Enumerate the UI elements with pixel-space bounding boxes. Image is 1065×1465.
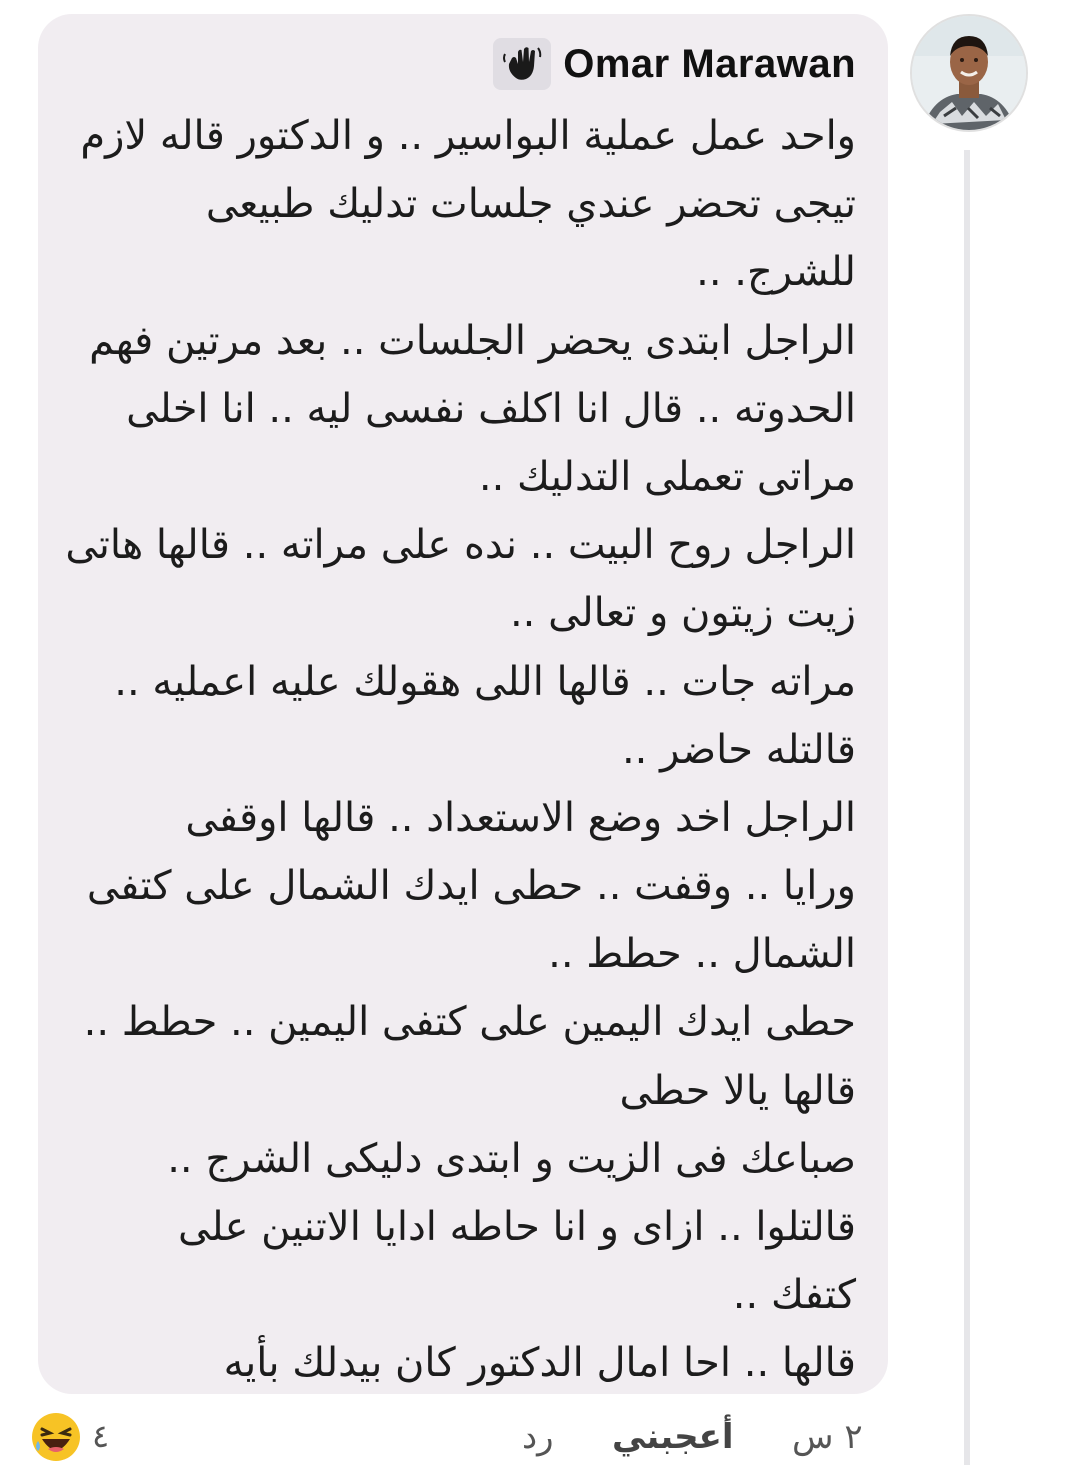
comment-line: قالتلوا .. ازاى و انا حاطه ادايا الاتنين على	[178, 1204, 856, 1250]
comment-header	[493, 34, 856, 94]
reply-thread-line	[964, 150, 970, 1465]
comment-line: الراجل اخد وضع الاستعداد .. قالها اوقفى	[185, 794, 856, 841]
comment-line: ورايا .. وقفت .. حطى ايدك الشمال على كتفى	[86, 863, 856, 910]
comment-line: كتفك ..	[732, 1272, 856, 1319]
comment-line: واحد عمل عملية البواسير .. و الدكتور قاله لازم	[80, 113, 856, 159]
comment-line: مراتى تعملى التدليك ..	[478, 453, 856, 500]
avatar-photo	[912, 16, 1026, 130]
reply-button[interactable]: رد	[522, 1417, 554, 1457]
comment-footer	[0, 1405, 1065, 1465]
comment-line: صباعك فى الزيت و ابتدى دليكى الشرج ..	[167, 1135, 856, 1182]
author-name[interactable]: Omar Marawan	[563, 41, 856, 86]
comment-line: قالها يالا حطى	[619, 1067, 856, 1114]
comment-line: تيجى تحضر عندي جلسات تدليك طبيعى	[205, 181, 856, 228]
comment-line: زيت زيتون و تعالى ..	[509, 590, 856, 637]
comment-line: الشمال .. حطط ..	[548, 931, 856, 978]
comment-line: قالتله حاضر ..	[621, 726, 856, 773]
comment-text	[56, 102, 856, 1398]
comment-bubble	[38, 14, 888, 1394]
comment-line: الحدوته .. قال انا اكلف نفسى ليه .. انا اخلى	[126, 385, 856, 432]
like-button[interactable]: أعجبني	[612, 1417, 734, 1457]
comment-line: الراجل ابتدى يحضر الجلسات .. بعد مرتين فهم	[89, 317, 856, 364]
comment-line: قالها .. احا امال الدكتور كان بيدلك بأيه	[223, 1340, 856, 1387]
laughing-emoji-icon[interactable]	[30, 1411, 82, 1463]
avatar[interactable]	[910, 14, 1028, 132]
comment-line: مراته جات .. قالها اللى هقولك عليه اعمليه ..	[114, 658, 856, 705]
comment-line: للشرج. ..	[696, 249, 856, 296]
waving-hand-icon	[493, 38, 551, 90]
reaction-count: ٤	[92, 1417, 110, 1455]
comment-time: ٢ س	[792, 1417, 863, 1457]
comment-line: حطى ايدك اليمين على كتفى اليمين .. حطط ..	[83, 999, 856, 1046]
comment-line: الراجل روح البيت .. نده على مراته .. قالها هاتى	[65, 522, 856, 569]
